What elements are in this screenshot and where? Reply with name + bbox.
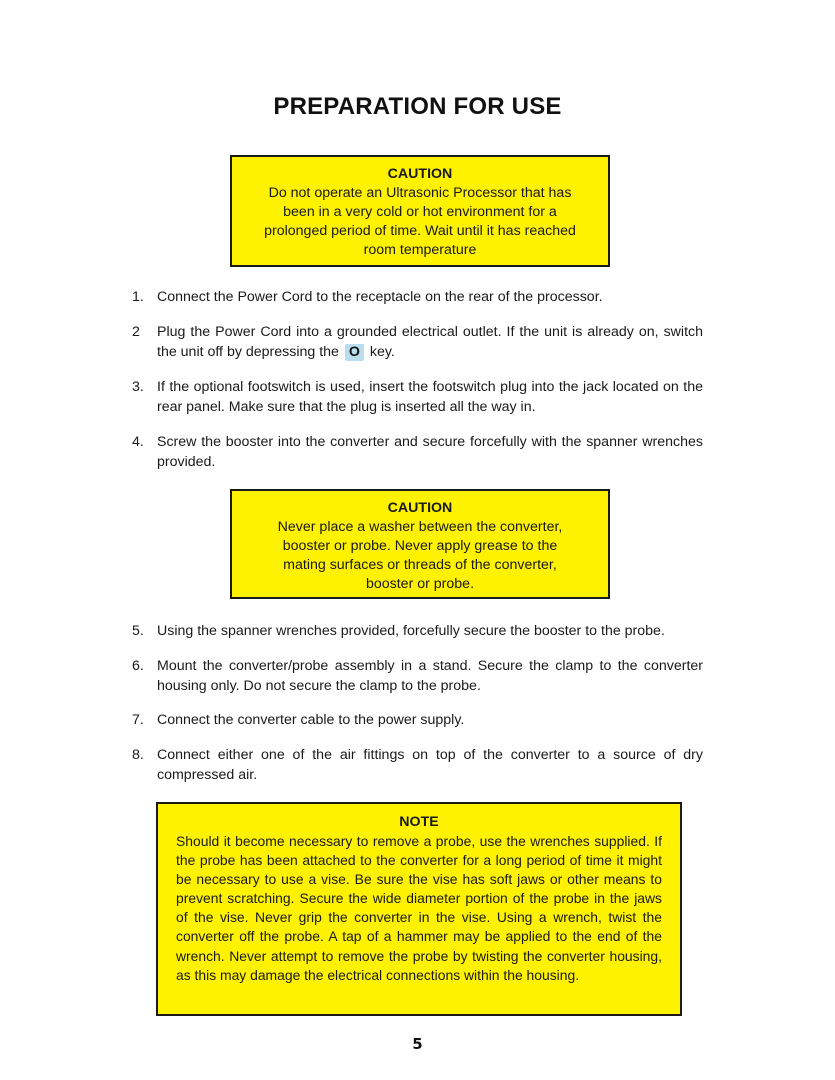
step-number: 2 bbox=[132, 324, 140, 340]
caution-heading: CAUTION bbox=[387, 500, 453, 516]
step-number: 1. bbox=[132, 289, 144, 305]
step-number: 7. bbox=[132, 712, 144, 728]
step-6 bbox=[128, 657, 703, 696]
caution-box-environment bbox=[230, 155, 610, 267]
caution-box-washer bbox=[230, 489, 610, 599]
step-5 bbox=[128, 622, 703, 642]
step-text: Connect either one of the air fittings on top of the converter to a source of dry compressed air. bbox=[157, 747, 703, 783]
step-text: Connect the converter cable to the power supply. bbox=[157, 712, 465, 728]
step-text bbox=[157, 323, 703, 362]
caution-text: Do not operate an Ultrasonic Processor that has been in a very cold or hot environment for a prolonged period of time. Wait until it has reached room temperature bbox=[264, 185, 576, 258]
caution-text: Never place a washer between the converter, booster or probe. Never apply grease to the mating surfaces or threads of the converter, booster or probe. bbox=[277, 519, 563, 592]
step-text: Screw the booster into the converter and secure forcefully with the spanner wrenches provided. bbox=[157, 434, 703, 470]
step-text: Mount the converter/probe assembly in a stand. Secure the clamp to the converter housing only. Do not secure the clamp to the probe. bbox=[157, 658, 703, 694]
step-number: 4. bbox=[132, 434, 144, 450]
step-text-after-key: key. bbox=[369, 343, 395, 360]
step-text: Connect the Power Cord to the receptacle on the rear of the processor. bbox=[157, 289, 603, 305]
page-title: PREPARATION FOR USE bbox=[273, 93, 562, 120]
step-text: Using the spanner wrenches provided, forcefully secure the booster to the probe. bbox=[157, 623, 665, 639]
step-3 bbox=[128, 378, 703, 417]
note-text: Should it become necessary to remove a probe, use the wrenches supplied. If the probe has been attached to the converter for a long period of time it might be necessary to use a vise. Be sure the vise has soft jaws or other means to prevent scratching. Secure the wide diameter portion of the probe in the jaws of the vise. Never grip the converter in the vise. Using a wrench, twist the converter off the probe. A tap of a hammer may be applied to the end of the wrench. Never attempt to remove the probe by twisting the converter housing, as this may damage the electrical connections within the housing. bbox=[176, 833, 662, 983]
step-number: 3. bbox=[132, 379, 144, 395]
note-box-probe-removal bbox=[156, 802, 682, 1016]
step-2 bbox=[128, 323, 703, 362]
step-number: 8. bbox=[132, 747, 144, 763]
page-number: 5 bbox=[412, 1035, 423, 1053]
step-4 bbox=[128, 433, 703, 472]
step-8 bbox=[128, 746, 703, 785]
step-1 bbox=[128, 288, 703, 308]
off-key-badge: O bbox=[345, 344, 364, 361]
step-number: 6. bbox=[132, 658, 144, 674]
caution-heading: CAUTION bbox=[387, 166, 453, 182]
step-text-before-key: Plug the Power Cord into a grounded electrical outlet. If the unit is already on, switch the unit off by depressing the bbox=[157, 324, 703, 360]
note-heading: NOTE bbox=[399, 814, 439, 830]
step-text: If the optional footswitch is used, insert the footswitch plug into the jack located on the rear panel. Make sure that the plug is inserted all the way in. bbox=[157, 379, 703, 415]
step-7 bbox=[128, 711, 703, 731]
step-number: 5. bbox=[132, 623, 144, 639]
